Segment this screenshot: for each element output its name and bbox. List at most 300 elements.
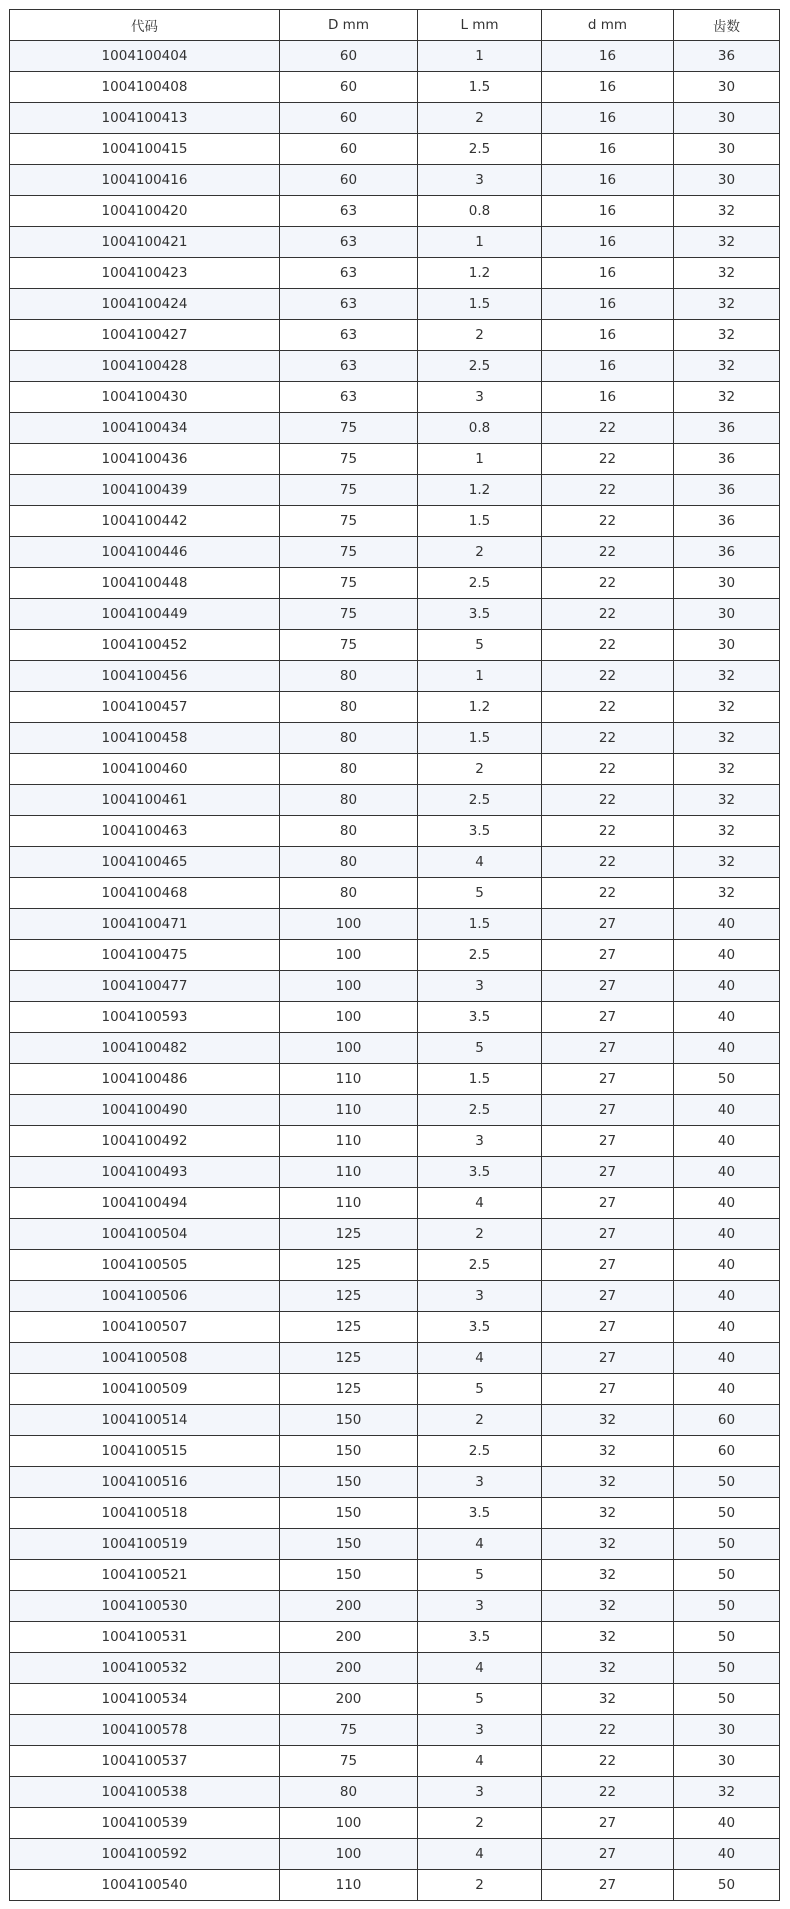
cell-bore: 32 bbox=[542, 1622, 674, 1653]
cell-code: 1004100424 bbox=[10, 289, 280, 320]
table-row bbox=[10, 1498, 780, 1529]
cell-length: 1 bbox=[418, 444, 542, 475]
cell-teeth: 40 bbox=[674, 1157, 780, 1188]
cell-teeth: 32 bbox=[674, 754, 780, 785]
cell-teeth: 50 bbox=[674, 1870, 780, 1901]
cell-code: 1004100492 bbox=[10, 1126, 280, 1157]
cell-diameter: 75 bbox=[280, 630, 418, 661]
cell-diameter: 63 bbox=[280, 196, 418, 227]
cell-diameter: 125 bbox=[280, 1250, 418, 1281]
cell-teeth: 50 bbox=[674, 1467, 780, 1498]
cell-code: 1004100446 bbox=[10, 537, 280, 568]
cell-diameter: 60 bbox=[280, 103, 418, 134]
cell-teeth: 36 bbox=[674, 413, 780, 444]
cell-diameter: 100 bbox=[280, 1839, 418, 1870]
table-row bbox=[10, 1126, 780, 1157]
cell-diameter: 60 bbox=[280, 41, 418, 72]
table-row bbox=[10, 1374, 780, 1405]
cell-bore: 16 bbox=[542, 227, 674, 258]
cell-length: 3.5 bbox=[418, 1312, 542, 1343]
cell-bore: 27 bbox=[542, 1343, 674, 1374]
cell-teeth: 32 bbox=[674, 878, 780, 909]
cell-length: 1.2 bbox=[418, 258, 542, 289]
cell-diameter: 75 bbox=[280, 1715, 418, 1746]
cell-diameter: 110 bbox=[280, 1126, 418, 1157]
cell-teeth: 50 bbox=[674, 1684, 780, 1715]
table-row bbox=[10, 1467, 780, 1498]
cell-code: 1004100515 bbox=[10, 1436, 280, 1467]
cell-length: 5 bbox=[418, 630, 542, 661]
cell-bore: 22 bbox=[542, 816, 674, 847]
cell-bore: 22 bbox=[542, 847, 674, 878]
cell-length: 5 bbox=[418, 1033, 542, 1064]
table-row bbox=[10, 971, 780, 1002]
cell-diameter: 63 bbox=[280, 320, 418, 351]
cell-diameter: 75 bbox=[280, 537, 418, 568]
cell-diameter: 63 bbox=[280, 382, 418, 413]
cell-code: 1004100427 bbox=[10, 320, 280, 351]
cell-teeth: 50 bbox=[674, 1560, 780, 1591]
cell-teeth: 32 bbox=[674, 816, 780, 847]
cell-diameter: 150 bbox=[280, 1560, 418, 1591]
cell-teeth: 40 bbox=[674, 1095, 780, 1126]
table-row bbox=[10, 1529, 780, 1560]
cell-code: 1004100439 bbox=[10, 475, 280, 506]
cell-teeth: 32 bbox=[674, 258, 780, 289]
cell-bore: 32 bbox=[542, 1436, 674, 1467]
cell-code: 1004100521 bbox=[10, 1560, 280, 1591]
cell-teeth: 30 bbox=[674, 630, 780, 661]
cell-teeth: 32 bbox=[674, 289, 780, 320]
cell-bore: 16 bbox=[542, 41, 674, 72]
cell-code: 1004100508 bbox=[10, 1343, 280, 1374]
cell-teeth: 30 bbox=[674, 568, 780, 599]
cell-diameter: 110 bbox=[280, 1870, 418, 1901]
header-bore: d mm bbox=[542, 10, 674, 41]
cell-bore: 27 bbox=[542, 1157, 674, 1188]
cell-code: 1004100516 bbox=[10, 1467, 280, 1498]
cell-length: 2 bbox=[418, 1870, 542, 1901]
cell-length: 2.5 bbox=[418, 785, 542, 816]
cell-diameter: 80 bbox=[280, 1777, 418, 1808]
table-row bbox=[10, 1405, 780, 1436]
table-row bbox=[10, 1157, 780, 1188]
table-row bbox=[10, 196, 780, 227]
cell-bore: 32 bbox=[542, 1591, 674, 1622]
cell-code: 1004100436 bbox=[10, 444, 280, 475]
cell-teeth: 40 bbox=[674, 1126, 780, 1157]
cell-teeth: 36 bbox=[674, 475, 780, 506]
cell-teeth: 60 bbox=[674, 1436, 780, 1467]
cell-code: 1004100408 bbox=[10, 72, 280, 103]
cell-diameter: 150 bbox=[280, 1529, 418, 1560]
cell-teeth: 50 bbox=[674, 1653, 780, 1684]
table-row bbox=[10, 1715, 780, 1746]
cell-diameter: 100 bbox=[280, 1002, 418, 1033]
cell-length: 2 bbox=[418, 1219, 542, 1250]
cell-diameter: 60 bbox=[280, 134, 418, 165]
table-row bbox=[10, 1033, 780, 1064]
cell-length: 2.5 bbox=[418, 134, 542, 165]
cell-length: 4 bbox=[418, 1653, 542, 1684]
cell-teeth: 40 bbox=[674, 1312, 780, 1343]
cell-code: 1004100490 bbox=[10, 1095, 280, 1126]
cell-teeth: 40 bbox=[674, 1374, 780, 1405]
cell-code: 1004100423 bbox=[10, 258, 280, 289]
cell-length: 3.5 bbox=[418, 599, 542, 630]
table-row bbox=[10, 382, 780, 413]
cell-diameter: 75 bbox=[280, 475, 418, 506]
cell-bore: 27 bbox=[542, 1374, 674, 1405]
table-row bbox=[10, 1436, 780, 1467]
cell-diameter: 100 bbox=[280, 909, 418, 940]
table-row bbox=[10, 1002, 780, 1033]
table-row bbox=[10, 1095, 780, 1126]
cell-diameter: 125 bbox=[280, 1312, 418, 1343]
cell-code: 1004100477 bbox=[10, 971, 280, 1002]
cell-code: 1004100534 bbox=[10, 1684, 280, 1715]
cell-teeth: 50 bbox=[674, 1622, 780, 1653]
cell-code: 1004100460 bbox=[10, 754, 280, 785]
cell-length: 2.5 bbox=[418, 351, 542, 382]
cell-bore: 27 bbox=[542, 1033, 674, 1064]
cell-code: 1004100507 bbox=[10, 1312, 280, 1343]
cell-teeth: 30 bbox=[674, 72, 780, 103]
cell-bore: 16 bbox=[542, 134, 674, 165]
cell-diameter: 125 bbox=[280, 1219, 418, 1250]
cell-length: 3.5 bbox=[418, 1002, 542, 1033]
table-row bbox=[10, 1653, 780, 1684]
cell-code: 1004100506 bbox=[10, 1281, 280, 1312]
cell-code: 1004100538 bbox=[10, 1777, 280, 1808]
cell-diameter: 75 bbox=[280, 444, 418, 475]
cell-diameter: 63 bbox=[280, 351, 418, 382]
cell-length: 0.8 bbox=[418, 413, 542, 444]
cell-diameter: 75 bbox=[280, 568, 418, 599]
table-row bbox=[10, 320, 780, 351]
cell-bore: 32 bbox=[542, 1529, 674, 1560]
cell-diameter: 75 bbox=[280, 506, 418, 537]
header-teeth: 齿数 bbox=[674, 10, 780, 41]
cell-diameter: 100 bbox=[280, 940, 418, 971]
cell-bore: 27 bbox=[542, 1312, 674, 1343]
table-row bbox=[10, 475, 780, 506]
cell-length: 1.5 bbox=[418, 1064, 542, 1095]
cell-diameter: 60 bbox=[280, 72, 418, 103]
cell-length: 3 bbox=[418, 382, 542, 413]
cell-diameter: 150 bbox=[280, 1498, 418, 1529]
cell-code: 1004100404 bbox=[10, 41, 280, 72]
cell-length: 2 bbox=[418, 537, 542, 568]
cell-code: 1004100471 bbox=[10, 909, 280, 940]
cell-code: 1004100442 bbox=[10, 506, 280, 537]
cell-code: 1004100452 bbox=[10, 630, 280, 661]
header-code: 代码 bbox=[10, 10, 280, 41]
cell-diameter: 80 bbox=[280, 661, 418, 692]
cell-teeth: 32 bbox=[674, 661, 780, 692]
table-row bbox=[10, 599, 780, 630]
cell-bore: 22 bbox=[542, 599, 674, 630]
cell-bore: 16 bbox=[542, 351, 674, 382]
cell-teeth: 40 bbox=[674, 1250, 780, 1281]
cell-diameter: 110 bbox=[280, 1095, 418, 1126]
cell-length: 2 bbox=[418, 103, 542, 134]
cell-teeth: 40 bbox=[674, 909, 780, 940]
cell-code: 1004100415 bbox=[10, 134, 280, 165]
table-row bbox=[10, 444, 780, 475]
cell-length: 4 bbox=[418, 1529, 542, 1560]
cell-teeth: 30 bbox=[674, 599, 780, 630]
cell-length: 1 bbox=[418, 41, 542, 72]
cell-bore: 27 bbox=[542, 909, 674, 940]
cell-teeth: 32 bbox=[674, 785, 780, 816]
cell-bore: 16 bbox=[542, 103, 674, 134]
table-row bbox=[10, 1281, 780, 1312]
cell-teeth: 40 bbox=[674, 940, 780, 971]
cell-bore: 16 bbox=[542, 289, 674, 320]
cell-diameter: 125 bbox=[280, 1281, 418, 1312]
table-row bbox=[10, 940, 780, 971]
table-row bbox=[10, 1188, 780, 1219]
cell-teeth: 40 bbox=[674, 971, 780, 1002]
cell-teeth: 32 bbox=[674, 351, 780, 382]
header-length: L mm bbox=[418, 10, 542, 41]
cell-length: 3 bbox=[418, 1777, 542, 1808]
cell-teeth: 36 bbox=[674, 506, 780, 537]
cell-code: 1004100494 bbox=[10, 1188, 280, 1219]
cell-teeth: 32 bbox=[674, 1777, 780, 1808]
cell-diameter: 80 bbox=[280, 785, 418, 816]
cell-teeth: 32 bbox=[674, 196, 780, 227]
cell-length: 2.5 bbox=[418, 940, 542, 971]
cell-length: 5 bbox=[418, 1684, 542, 1715]
table-row bbox=[10, 754, 780, 785]
cell-bore: 22 bbox=[542, 1746, 674, 1777]
cell-bore: 27 bbox=[542, 1250, 674, 1281]
cell-teeth: 36 bbox=[674, 444, 780, 475]
cell-diameter: 63 bbox=[280, 227, 418, 258]
cell-length: 4 bbox=[418, 1839, 542, 1870]
cell-length: 1 bbox=[418, 661, 542, 692]
cell-teeth: 60 bbox=[674, 1405, 780, 1436]
cell-bore: 27 bbox=[542, 1219, 674, 1250]
cell-code: 1004100519 bbox=[10, 1529, 280, 1560]
cell-code: 1004100540 bbox=[10, 1870, 280, 1901]
cell-code: 1004100457 bbox=[10, 692, 280, 723]
cell-teeth: 40 bbox=[674, 1281, 780, 1312]
cell-length: 3 bbox=[418, 1467, 542, 1498]
cell-code: 1004100463 bbox=[10, 816, 280, 847]
cell-diameter: 150 bbox=[280, 1467, 418, 1498]
cell-bore: 22 bbox=[542, 537, 674, 568]
cell-code: 1004100532 bbox=[10, 1653, 280, 1684]
cell-teeth: 50 bbox=[674, 1529, 780, 1560]
cell-code: 1004100592 bbox=[10, 1839, 280, 1870]
table-row bbox=[10, 661, 780, 692]
table-row bbox=[10, 1591, 780, 1622]
cell-diameter: 80 bbox=[280, 754, 418, 785]
cell-length: 3.5 bbox=[418, 816, 542, 847]
cell-length: 2.5 bbox=[418, 1095, 542, 1126]
cell-diameter: 100 bbox=[280, 971, 418, 1002]
cell-length: 4 bbox=[418, 1188, 542, 1219]
table-row bbox=[10, 1870, 780, 1901]
table-row bbox=[10, 103, 780, 134]
cell-length: 3.5 bbox=[418, 1157, 542, 1188]
cell-code: 1004100530 bbox=[10, 1591, 280, 1622]
cell-length: 3 bbox=[418, 971, 542, 1002]
cell-bore: 32 bbox=[542, 1560, 674, 1591]
cell-teeth: 32 bbox=[674, 227, 780, 258]
cell-length: 1.5 bbox=[418, 723, 542, 754]
cell-code: 1004100449 bbox=[10, 599, 280, 630]
cell-teeth: 50 bbox=[674, 1498, 780, 1529]
cell-diameter: 80 bbox=[280, 692, 418, 723]
cell-bore: 22 bbox=[542, 630, 674, 661]
cell-teeth: 30 bbox=[674, 165, 780, 196]
cell-diameter: 150 bbox=[280, 1436, 418, 1467]
cell-bore: 16 bbox=[542, 196, 674, 227]
table-row bbox=[10, 1064, 780, 1095]
cell-diameter: 80 bbox=[280, 723, 418, 754]
cell-length: 3.5 bbox=[418, 1498, 542, 1529]
cell-bore: 27 bbox=[542, 1808, 674, 1839]
cell-bore: 22 bbox=[542, 506, 674, 537]
cell-length: 3 bbox=[418, 1126, 542, 1157]
cell-code: 1004100537 bbox=[10, 1746, 280, 1777]
cell-code: 1004100539 bbox=[10, 1808, 280, 1839]
cell-length: 4 bbox=[418, 847, 542, 878]
cell-length: 3 bbox=[418, 1715, 542, 1746]
cell-bore: 22 bbox=[542, 661, 674, 692]
cell-teeth: 50 bbox=[674, 1591, 780, 1622]
cell-diameter: 200 bbox=[280, 1653, 418, 1684]
table-row bbox=[10, 1312, 780, 1343]
table-row bbox=[10, 134, 780, 165]
cell-code: 1004100416 bbox=[10, 165, 280, 196]
cell-length: 5 bbox=[418, 1560, 542, 1591]
cell-bore: 32 bbox=[542, 1498, 674, 1529]
header-diameter: D mm bbox=[280, 10, 418, 41]
cell-bore: 27 bbox=[542, 1002, 674, 1033]
cell-teeth: 40 bbox=[674, 1188, 780, 1219]
spec-table bbox=[9, 9, 780, 1901]
cell-diameter: 200 bbox=[280, 1684, 418, 1715]
cell-bore: 22 bbox=[542, 475, 674, 506]
cell-teeth: 36 bbox=[674, 41, 780, 72]
cell-bore: 16 bbox=[542, 320, 674, 351]
cell-diameter: 125 bbox=[280, 1374, 418, 1405]
cell-bore: 27 bbox=[542, 971, 674, 1002]
cell-length: 4 bbox=[418, 1343, 542, 1374]
cell-length: 1.5 bbox=[418, 909, 542, 940]
cell-length: 1.2 bbox=[418, 475, 542, 506]
cell-length: 2 bbox=[418, 1405, 542, 1436]
cell-diameter: 75 bbox=[280, 599, 418, 630]
cell-diameter: 150 bbox=[280, 1405, 418, 1436]
cell-code: 1004100578 bbox=[10, 1715, 280, 1746]
cell-code: 1004100482 bbox=[10, 1033, 280, 1064]
cell-teeth: 40 bbox=[674, 1033, 780, 1064]
table-row bbox=[10, 909, 780, 940]
cell-length: 1.5 bbox=[418, 72, 542, 103]
cell-length: 2 bbox=[418, 320, 542, 351]
cell-diameter: 110 bbox=[280, 1188, 418, 1219]
cell-bore: 27 bbox=[542, 1281, 674, 1312]
cell-diameter: 60 bbox=[280, 165, 418, 196]
cell-bore: 22 bbox=[542, 444, 674, 475]
table-row bbox=[10, 41, 780, 72]
cell-length: 1 bbox=[418, 227, 542, 258]
cell-diameter: 75 bbox=[280, 1746, 418, 1777]
cell-code: 1004100413 bbox=[10, 103, 280, 134]
cell-length: 5 bbox=[418, 1374, 542, 1405]
cell-code: 1004100518 bbox=[10, 1498, 280, 1529]
cell-bore: 22 bbox=[542, 785, 674, 816]
cell-diameter: 75 bbox=[280, 413, 418, 444]
cell-length: 2.5 bbox=[418, 1436, 542, 1467]
cell-bore: 16 bbox=[542, 165, 674, 196]
table-row bbox=[10, 1839, 780, 1870]
cell-code: 1004100430 bbox=[10, 382, 280, 413]
table-row bbox=[10, 537, 780, 568]
cell-teeth: 40 bbox=[674, 1839, 780, 1870]
cell-code: 1004100504 bbox=[10, 1219, 280, 1250]
cell-bore: 22 bbox=[542, 413, 674, 444]
cell-code: 1004100514 bbox=[10, 1405, 280, 1436]
cell-bore: 16 bbox=[542, 72, 674, 103]
cell-teeth: 40 bbox=[674, 1002, 780, 1033]
cell-bore: 22 bbox=[542, 692, 674, 723]
cell-bore: 16 bbox=[542, 258, 674, 289]
cell-bore: 32 bbox=[542, 1684, 674, 1715]
cell-code: 1004100468 bbox=[10, 878, 280, 909]
table-header bbox=[10, 10, 780, 41]
table-row bbox=[10, 413, 780, 444]
cell-teeth: 36 bbox=[674, 537, 780, 568]
cell-code: 1004100493 bbox=[10, 1157, 280, 1188]
cell-bore: 32 bbox=[542, 1467, 674, 1498]
cell-bore: 22 bbox=[542, 723, 674, 754]
cell-teeth: 32 bbox=[674, 382, 780, 413]
table-row bbox=[10, 568, 780, 599]
cell-diameter: 200 bbox=[280, 1622, 418, 1653]
cell-bore: 27 bbox=[542, 1095, 674, 1126]
cell-code: 1004100421 bbox=[10, 227, 280, 258]
cell-code: 1004100461 bbox=[10, 785, 280, 816]
table-body bbox=[10, 41, 780, 1901]
cell-code: 1004100486 bbox=[10, 1064, 280, 1095]
cell-teeth: 30 bbox=[674, 1746, 780, 1777]
cell-length: 3.5 bbox=[418, 1622, 542, 1653]
cell-bore: 27 bbox=[542, 1188, 674, 1219]
cell-diameter: 100 bbox=[280, 1808, 418, 1839]
cell-code: 1004100420 bbox=[10, 196, 280, 227]
cell-length: 0.8 bbox=[418, 196, 542, 227]
cell-code: 1004100448 bbox=[10, 568, 280, 599]
cell-diameter: 110 bbox=[280, 1064, 418, 1095]
header-row bbox=[10, 10, 780, 41]
table-row bbox=[10, 785, 780, 816]
cell-teeth: 30 bbox=[674, 1715, 780, 1746]
table-row bbox=[10, 723, 780, 754]
cell-length: 5 bbox=[418, 878, 542, 909]
cell-code: 1004100509 bbox=[10, 1374, 280, 1405]
cell-length: 2 bbox=[418, 754, 542, 785]
cell-teeth: 30 bbox=[674, 103, 780, 134]
table-row bbox=[10, 506, 780, 537]
cell-length: 2.5 bbox=[418, 1250, 542, 1281]
